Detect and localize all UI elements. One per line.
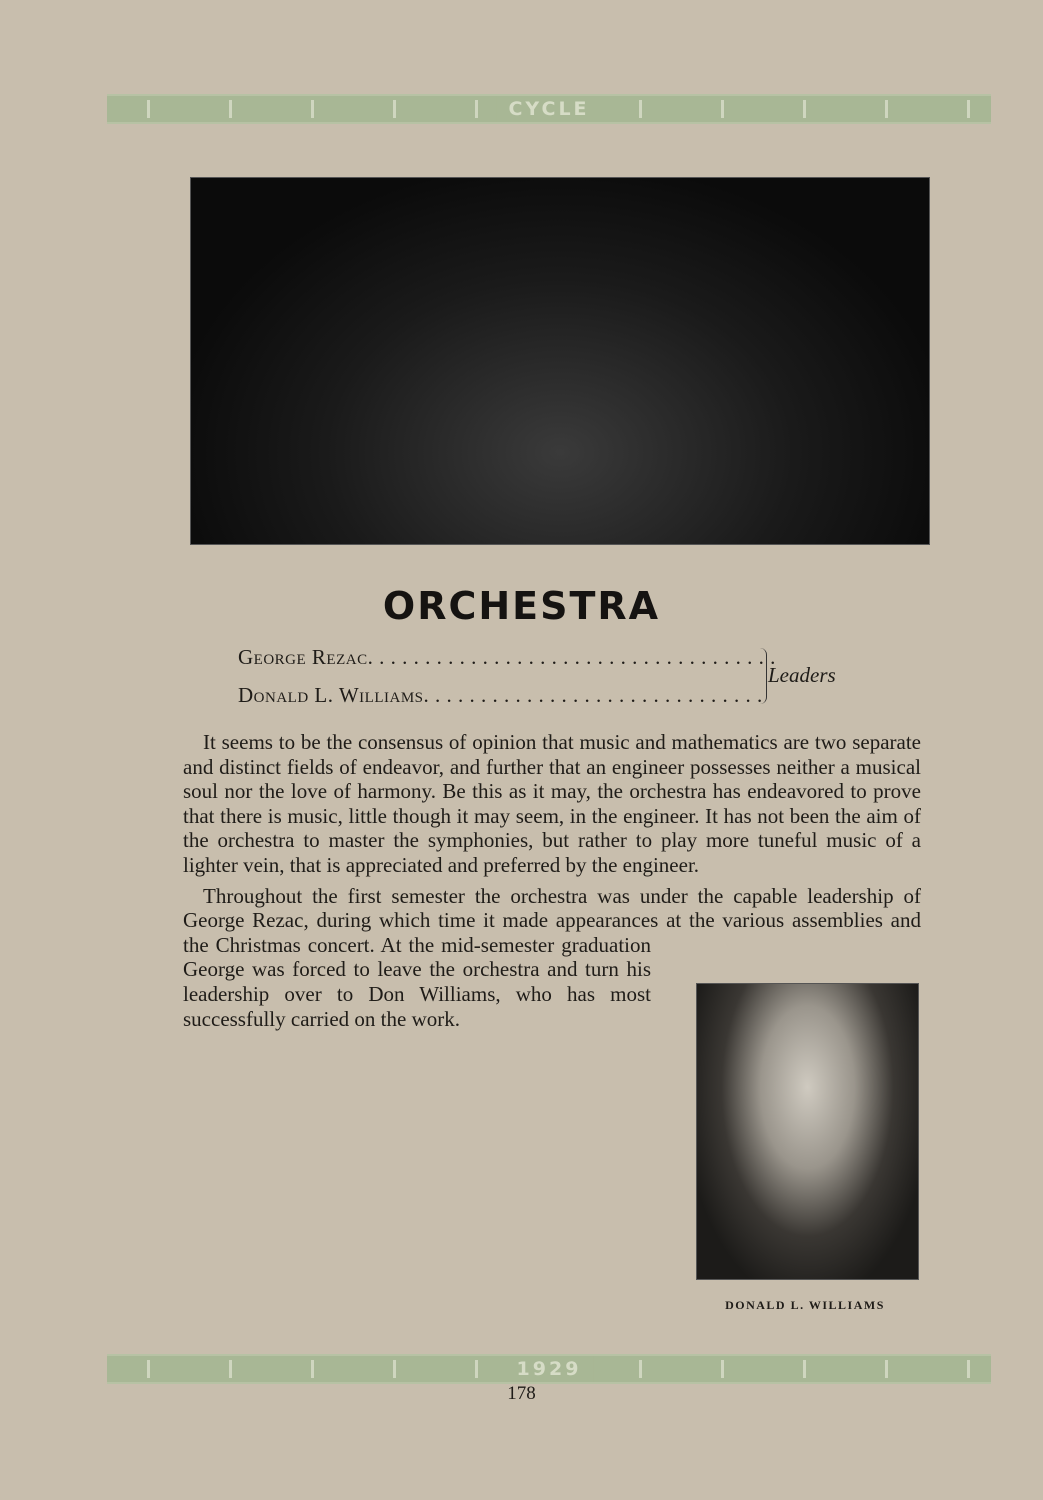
page-title: ORCHESTRA bbox=[382, 584, 661, 628]
page-number: 178 bbox=[507, 1383, 536, 1404]
orchestra-group-photo bbox=[190, 177, 930, 545]
header-band-text: CYCLE bbox=[496, 96, 601, 122]
leaders-label: Leaders bbox=[768, 663, 836, 687]
header-decorative-band bbox=[107, 94, 991, 124]
brace bbox=[760, 648, 767, 704]
paragraph-2: Throughout the first semester the orchestra was under the capable leadership of George Rezac, during which time it made appearances at the various assemblies and the Christmas concert. At the mid-semester graduation George was forced to leave the orchestra and turn his leadership over to Don Williams, who has most successfully carried on the work. bbox=[183, 883, 921, 1031]
leader-name-1: George Rezac. . . . . . . . . . . . . . . . . . . . . . . . . . . . . . . . . . . . bbox=[238, 645, 776, 669]
footer-band-text: 1929 bbox=[505, 1356, 594, 1382]
paragraph-1: It seems to be the consensus of opinion that music and mathematics are two separate and distinct fields of endeavor, and further that an engineer possesses neither a musical soul nor the love of harmony. Be this as it may, the orchestra has endeavored to prove that there is music, little though it may seem, in the engineer. It has not been the aim of the orchestra to master the symphonies, but rather to play more tuneful music of a lighter vein, that is appreciated and preferred by the engineer. bbox=[183, 730, 921, 877]
leader-name-2: Donald L. Williams. . . . . . . . . . . . . . . . . . . . . . . . . . . . . . bbox=[238, 683, 763, 707]
portrait-caption: DONALD L. WILLIAMS bbox=[725, 1298, 885, 1312]
portrait-photo bbox=[696, 983, 919, 1280]
footer-decorative-band bbox=[107, 1354, 991, 1384]
